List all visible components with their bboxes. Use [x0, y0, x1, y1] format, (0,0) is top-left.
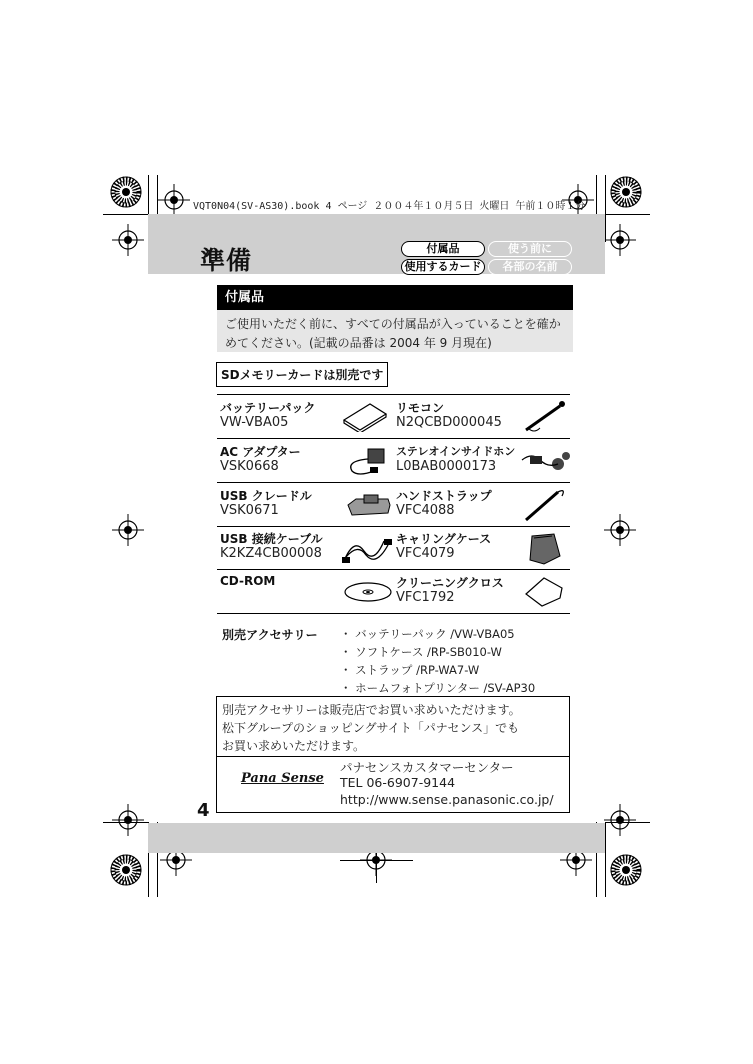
table-rule	[217, 613, 570, 614]
cleaning-cloth-icon	[522, 574, 568, 610]
accessory-name: ステレオインサイドホン	[396, 445, 516, 458]
accessory-code: N2QCBD000045	[396, 415, 502, 430]
table-rule	[217, 482, 570, 483]
accessory-code: VSK0668	[220, 459, 279, 474]
accessory-code: VFC4088	[396, 503, 455, 518]
optional-accessory-item: ・ バッテリーパック /VW-VBA05	[340, 627, 515, 641]
sd-card-note: SDメモリーカードは別売です	[216, 362, 388, 387]
accessory-name: AC アダプター	[220, 445, 301, 459]
optional-accessory-item: ・ ソフトケース /RP-SB010-W	[340, 645, 502, 659]
table-rule	[217, 569, 570, 570]
chapter-title: 準備	[200, 246, 253, 275]
accessory-code: VW-VBA05	[220, 415, 289, 430]
accessory-code: L0BAB0000173	[396, 459, 497, 474]
accessory-code: K2KZ4CB00008	[220, 546, 322, 561]
optional-accessory-item: ・ ホームフォトプリンター /SV-AP30	[340, 681, 536, 695]
usb-cradle-icon	[344, 489, 394, 521]
accessory-name: クリーニングクロス	[396, 576, 504, 590]
page-number: 4	[197, 800, 210, 821]
shop-info-line: お買い求めいただけます。	[222, 739, 366, 753]
table-rule	[217, 394, 570, 395]
tab-cards[interactable]: 使用するカード	[401, 259, 485, 275]
footer-band	[148, 823, 605, 853]
cd-rom-icon	[342, 580, 394, 604]
optional-accessories-label: 別売アクセサリー	[222, 628, 318, 642]
section-title: 付属品	[217, 285, 573, 310]
accessory-name: ハンドストラップ	[396, 489, 492, 503]
usb-cable-icon	[340, 531, 394, 567]
shop-info-line: 別売アクセサリーは販売店でお買い求めいただけます。	[222, 703, 521, 717]
book-info: VQT0N04(SV-AS30).book 4 ページ ２００４年１０月５日 火曜日 午前１０時１分	[193, 201, 586, 212]
shop-info-line: 松下グループのショッピングサイト「パナセンス」でも	[222, 721, 520, 735]
accessory-name: バッテリーパック	[220, 401, 316, 415]
section-intro: ご使用いただく前に、すべての付属品が入っていることを確かめてください。(記載の品番は 2004 年 9 月現在)	[217, 310, 573, 352]
shop-divider	[216, 756, 570, 757]
table-rule	[217, 438, 570, 439]
tab-accessories[interactable]: 付属品	[401, 241, 485, 257]
hand-strap-icon	[522, 486, 568, 524]
accessory-code: VFC1792	[396, 590, 455, 605]
panasense-logo: Pana Sense	[241, 771, 324, 786]
remote-control-icon	[520, 398, 570, 436]
table-rule	[217, 526, 570, 527]
carrying-case-icon	[524, 530, 566, 568]
accessory-name: キャリングケース	[396, 532, 492, 546]
earphones-icon	[518, 442, 570, 478]
tab-part-names[interactable]: 各部の名前	[488, 259, 572, 275]
accessory-name: CD-ROM	[220, 574, 276, 588]
accessory-code: VSK0671	[220, 503, 279, 518]
ac-adapter-icon	[344, 443, 392, 479]
accessory-name: USB クレードル	[220, 489, 312, 503]
contact-phone: TEL 06-6907-9144	[340, 775, 456, 790]
optional-accessory-item: ・ ストラップ /RP-WA7-W	[340, 663, 480, 677]
tab-before-use[interactable]: 使う前に	[488, 241, 572, 257]
contact-url[interactable]: http://www.sense.panasonic.co.jp/	[340, 792, 554, 807]
accessory-name: リモコン	[396, 401, 445, 415]
contact-center-name: パナセンスカスタマーセンター	[340, 760, 514, 775]
battery-pack-icon	[340, 400, 390, 432]
accessory-code: VFC4079	[396, 546, 455, 561]
accessory-name: USB 接続ケーブル	[220, 532, 323, 546]
